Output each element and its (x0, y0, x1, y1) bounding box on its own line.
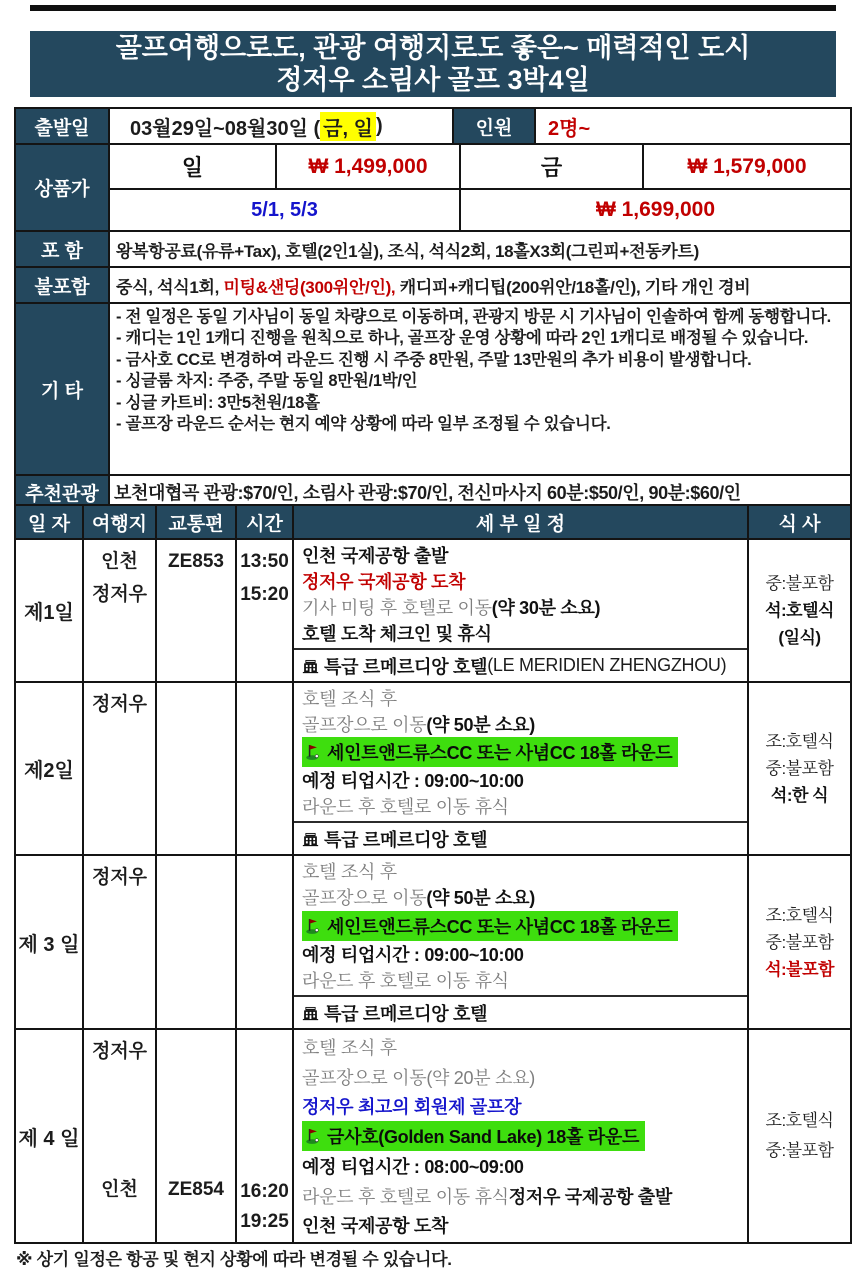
meal-entry: 중:불포함 (765, 932, 834, 952)
text-segment: 특급 르메르디앙 호텔 (324, 656, 488, 677)
text-segment: 기사 미팅 후 호텔로 이동 (302, 598, 492, 618)
meal-entry: 조:호텔식 (765, 1111, 834, 1130)
schedule-line (302, 568, 743, 594)
destination-top (84, 540, 155, 611)
flight-bottom (157, 1173, 235, 1206)
etc-item: - 싱글 카트비: 3만5천원/18홀 (116, 393, 320, 412)
destination: 정저우 (91, 1041, 148, 1062)
destination: 인천 (101, 1179, 138, 1200)
itinerary-header-row (16, 506, 850, 538)
flight-top (157, 856, 235, 861)
schedule-line (302, 941, 743, 967)
hotel-icon (302, 1004, 319, 1021)
schedule-line (302, 793, 743, 819)
hotel-icon (302, 830, 319, 847)
text-segment: (약 50분 소요) (426, 888, 535, 909)
text-segment: 예정 티업시간 : 08:00~09:00 (302, 1156, 524, 1177)
schedule-cell (292, 856, 747, 1028)
schedule-lines (294, 856, 747, 995)
time-top (237, 540, 292, 611)
price-day-sun: 일 (108, 145, 275, 188)
meal-cell (747, 683, 850, 854)
schedule-line (302, 685, 743, 711)
included-text: 왕복항공료(유류+Tax), 호텔(2인1실), 조식, 석식2회, 18홀X3회(그린피+전동카트) (108, 232, 850, 266)
price-fri: ₩ 1,579,000 (642, 145, 850, 188)
price-day-fri: 금 (459, 145, 642, 188)
header-time: 시간 (235, 506, 292, 538)
schedule-cell (292, 1030, 747, 1242)
schedule-lines (294, 540, 747, 648)
meal-cell (747, 1030, 850, 1242)
flight-cell (155, 856, 235, 1028)
day-label: 제1일 (24, 602, 74, 624)
itinerary-day-row (16, 538, 850, 681)
etc-item: - 골프장 라운드 순서는 현지 예약 상황에 따라 일부 조정될 수 있습니다. (116, 415, 611, 434)
text-segment: (약 50분 소요) (426, 715, 535, 735)
flight-number: ZE853 (168, 551, 224, 572)
header-meal: 식 사 (747, 506, 850, 538)
text-segment: 예정 티업시간 : 09:00~10:00 (302, 944, 524, 965)
text-segment: 정저우 국제공항 도착 (302, 572, 466, 592)
top-rule (30, 5, 836, 11)
text-segment: 호텔 조식 후 (302, 689, 397, 709)
hotel-icon (302, 657, 319, 674)
meal-entry: 조:호텔식 (765, 905, 834, 925)
text-segment: 정저우 최고의 회원제 골프장 (302, 1097, 522, 1118)
schedule-lines (294, 1030, 747, 1242)
departure-value-suffix: ) (375, 114, 383, 137)
day-label-cell (16, 856, 82, 1028)
hotel-line (294, 648, 747, 681)
day-label: 제 3 일 (18, 933, 80, 956)
day-label-cell (16, 1030, 82, 1242)
time-cell (235, 540, 292, 681)
flight-cell (155, 1030, 235, 1242)
tour-text: 보천대협곡 관광:$70/인, 소림사 관광:$70/인, 전신마사지 60분:$50/인, 90분:$60/인 (108, 476, 850, 508)
text-segment: 라운드 후 호텔로 이동 휴식 (302, 797, 509, 817)
golf-flag-icon (304, 917, 322, 935)
text-segment: (약 20분 소요) (426, 1067, 535, 1088)
schedule-line (302, 1210, 743, 1240)
schedule-line (302, 711, 743, 737)
departure-highlight: 금, 일 (320, 112, 376, 141)
destination-cell (82, 683, 155, 854)
schedule-line (302, 767, 743, 793)
hotel-line (294, 821, 747, 854)
pax-value: 2명~ (534, 109, 850, 143)
excluded-text-red: 미팅&샌딩(300위안/인), (223, 277, 396, 297)
etc-item: - 금사호 CC로 변경하여 라운드 진행 시 주중 8만원, 주말 13만원의 추가 비용이 발생합니다. (116, 350, 752, 369)
day-label: 제2일 (24, 760, 74, 782)
destination: 인천 (101, 551, 138, 572)
etc-item: - 캐디는 1인 1캐디 진행을 원칙으로 하나, 골프장 운영 상황에 따라 2인 1캐디로 배정될 수 있습니다. (116, 329, 809, 348)
flight-top (157, 1030, 235, 1035)
footer-note: ※ 상기 일정은 항공 및 현지 상황에 따라 변경될 수 있습니다. (16, 1250, 452, 1269)
text-segment: 예정 티업시간 : 09:00~10:00 (302, 771, 524, 791)
itinerary-day-row (16, 681, 850, 854)
schedule-line (302, 1121, 743, 1151)
text-segment: 골프장으로 이동 (302, 888, 427, 909)
highlight-strip (302, 737, 678, 767)
text-segment: 라운드 후 호텔로 이동 휴식 (302, 1186, 509, 1207)
time-bottom (237, 1177, 292, 1237)
departure-row (16, 109, 850, 143)
meal-entry: (일식) (778, 628, 821, 647)
header-day: 일 자 (28, 513, 70, 535)
price-special-dates: 5/1, 5/3 (108, 188, 459, 230)
text-segment: 호텔 조식 후 (302, 862, 397, 883)
included-row (16, 230, 850, 266)
destination-cell (82, 856, 155, 1028)
itinerary-day-row (16, 854, 850, 1028)
destination-cell (82, 540, 155, 681)
flight-cell (155, 683, 235, 854)
meal-entry: 석:불포함 (765, 959, 834, 979)
etc-item: - 전 일정은 동일 기사님이 동일 차량으로 이동하며, 관광지 방문 시 기사님이 인솔하여 함께 동행합니다. (116, 308, 831, 326)
schedule-line (302, 1181, 743, 1211)
price-special: ₩ 1,699,000 (459, 188, 850, 230)
schedule-line (302, 737, 743, 767)
included-label: 포 함 (16, 232, 108, 266)
destination-top (84, 683, 155, 721)
day-label: 제 4 일 (18, 1127, 80, 1150)
excluded-text-pre: 중식, 석식1회, (116, 277, 220, 297)
meal-entry: 중:불포함 (765, 1141, 834, 1160)
etc-items (108, 304, 850, 474)
header-destination: 여행지 (82, 506, 155, 538)
text-segment: 호텔 조식 후 (302, 1037, 397, 1058)
text-segment: 특급 르메르디앙 호텔 (324, 829, 488, 850)
destination-top (84, 856, 155, 894)
excluded-row (16, 266, 850, 302)
destination: 정저우 (91, 694, 148, 715)
hotel-line (294, 995, 747, 1028)
golf-flag-icon (304, 1127, 322, 1145)
text-segment: 정저우 국제공항 출발 (508, 1186, 672, 1207)
time-top (237, 683, 292, 688)
time-cell (235, 1030, 292, 1242)
schedule-line (302, 542, 743, 568)
time-value: 19:25 (240, 1211, 289, 1232)
etc-label: 기 타 (16, 304, 108, 474)
schedule-line (302, 620, 743, 646)
meal-entry: 조:호텔식 (765, 732, 834, 751)
flight-cell (155, 540, 235, 681)
excluded-text-post: 캐디피+캐디팁(200위안/18홀/인), 기타 개인 경비 (399, 277, 751, 297)
itinerary-table (14, 504, 852, 1244)
text-segment: 세인트앤드류스CC 또는 사념CC 18홀 라운드 (327, 743, 673, 763)
time-top (237, 1030, 292, 1035)
etc-item: - 싱글룸 차지: 주중, 주말 동일 8만원/1박/인 (116, 372, 418, 391)
highlight-strip (302, 911, 678, 941)
meal-entry: 중:불포함 (765, 574, 834, 593)
etc-row (16, 302, 850, 474)
text-segment: 골프장으로 이동 (302, 715, 427, 735)
text-segment: 인천 국제공항 출발 (302, 546, 449, 566)
day-label-cell (16, 683, 82, 854)
price-sun: ₩ 1,499,000 (275, 145, 459, 188)
day-label-cell (16, 540, 82, 681)
itinerary-day-row (16, 1028, 850, 1242)
departure-value-prefix: 03월29일~08월30일 ( (130, 117, 321, 140)
schedule-line (302, 967, 743, 993)
text-segment: 금사호(Golden Sand Lake) 18홀 라운드 (327, 1127, 640, 1148)
time-value: 13:50 (240, 551, 289, 572)
schedule-line (302, 1062, 743, 1092)
title-banner (30, 31, 836, 97)
header-schedule: 세 부 일 정 (292, 506, 747, 538)
page-title-line2: 정저우 소림사 골프 3박4일 (276, 65, 590, 95)
departure-label: 출발일 (16, 109, 108, 143)
schedule-line (302, 1091, 743, 1121)
meal-entry: 중:불포함 (765, 759, 834, 778)
highlight-strip (302, 1121, 645, 1151)
schedule-line (302, 884, 743, 910)
meal-cell (747, 540, 850, 681)
meal-entry: 석:호텔식 (765, 601, 834, 620)
meal-cell (747, 856, 850, 1028)
schedule-line (302, 1032, 743, 1062)
destination: 정저우 (91, 867, 148, 888)
text-segment: 세인트앤드류스CC 또는 사념CC 18홀 라운드 (327, 916, 673, 937)
time-value: 16:20 (240, 1181, 289, 1202)
time-value: 15:20 (240, 584, 289, 605)
flight-number: ZE854 (168, 1179, 224, 1200)
price-label: 상품가 (16, 145, 108, 230)
schedule-cell (292, 540, 747, 681)
flight-top (157, 683, 235, 688)
pax-label: 인원 (452, 109, 534, 143)
time-cell (235, 856, 292, 1028)
text-segment: (LE MERIDIEN ZHENGZHOU) (487, 655, 727, 675)
text-segment: 특급 르메르디앙 호텔 (324, 1003, 488, 1024)
schedule-line (302, 858, 743, 884)
text-segment: 호텔 도착 체크인 및 휴식 (302, 624, 492, 644)
meal-entry: 석:한 식 (770, 786, 829, 805)
text-segment: 라운드 후 호텔로 이동 휴식 (302, 970, 509, 991)
text-segment: (약 30분 소요) (491, 598, 601, 618)
header-transport: 교통편 (155, 506, 235, 538)
tour-label: 추천관광 (16, 476, 108, 508)
flight-top (157, 540, 235, 578)
text-segment: 골프장으로 이동 (302, 1067, 427, 1088)
schedule-cell (292, 683, 747, 854)
schedule-lines (294, 683, 747, 821)
destination: 정저우 (91, 584, 148, 605)
time-top (237, 856, 292, 861)
schedule-line (302, 1151, 743, 1181)
excluded-text (108, 268, 850, 302)
destination-cell (82, 1030, 155, 1242)
text-segment: 인천 국제공항 도착 (302, 1216, 449, 1237)
page-title-line1: 골프여행으로도, 관광 여행지로도 좋은~ 매력적인 도시 (115, 33, 751, 63)
recommended-tour-row (16, 474, 850, 508)
schedule-line (302, 594, 743, 620)
golf-flag-icon (304, 743, 322, 761)
product-info-table (14, 107, 852, 510)
time-cell (235, 683, 292, 854)
excluded-label: 불포함 (16, 268, 108, 302)
destination-top (84, 1030, 155, 1068)
schedule-line (302, 911, 743, 941)
destination-bottom (84, 1173, 155, 1206)
departure-value (108, 109, 452, 143)
price-section (16, 143, 850, 230)
